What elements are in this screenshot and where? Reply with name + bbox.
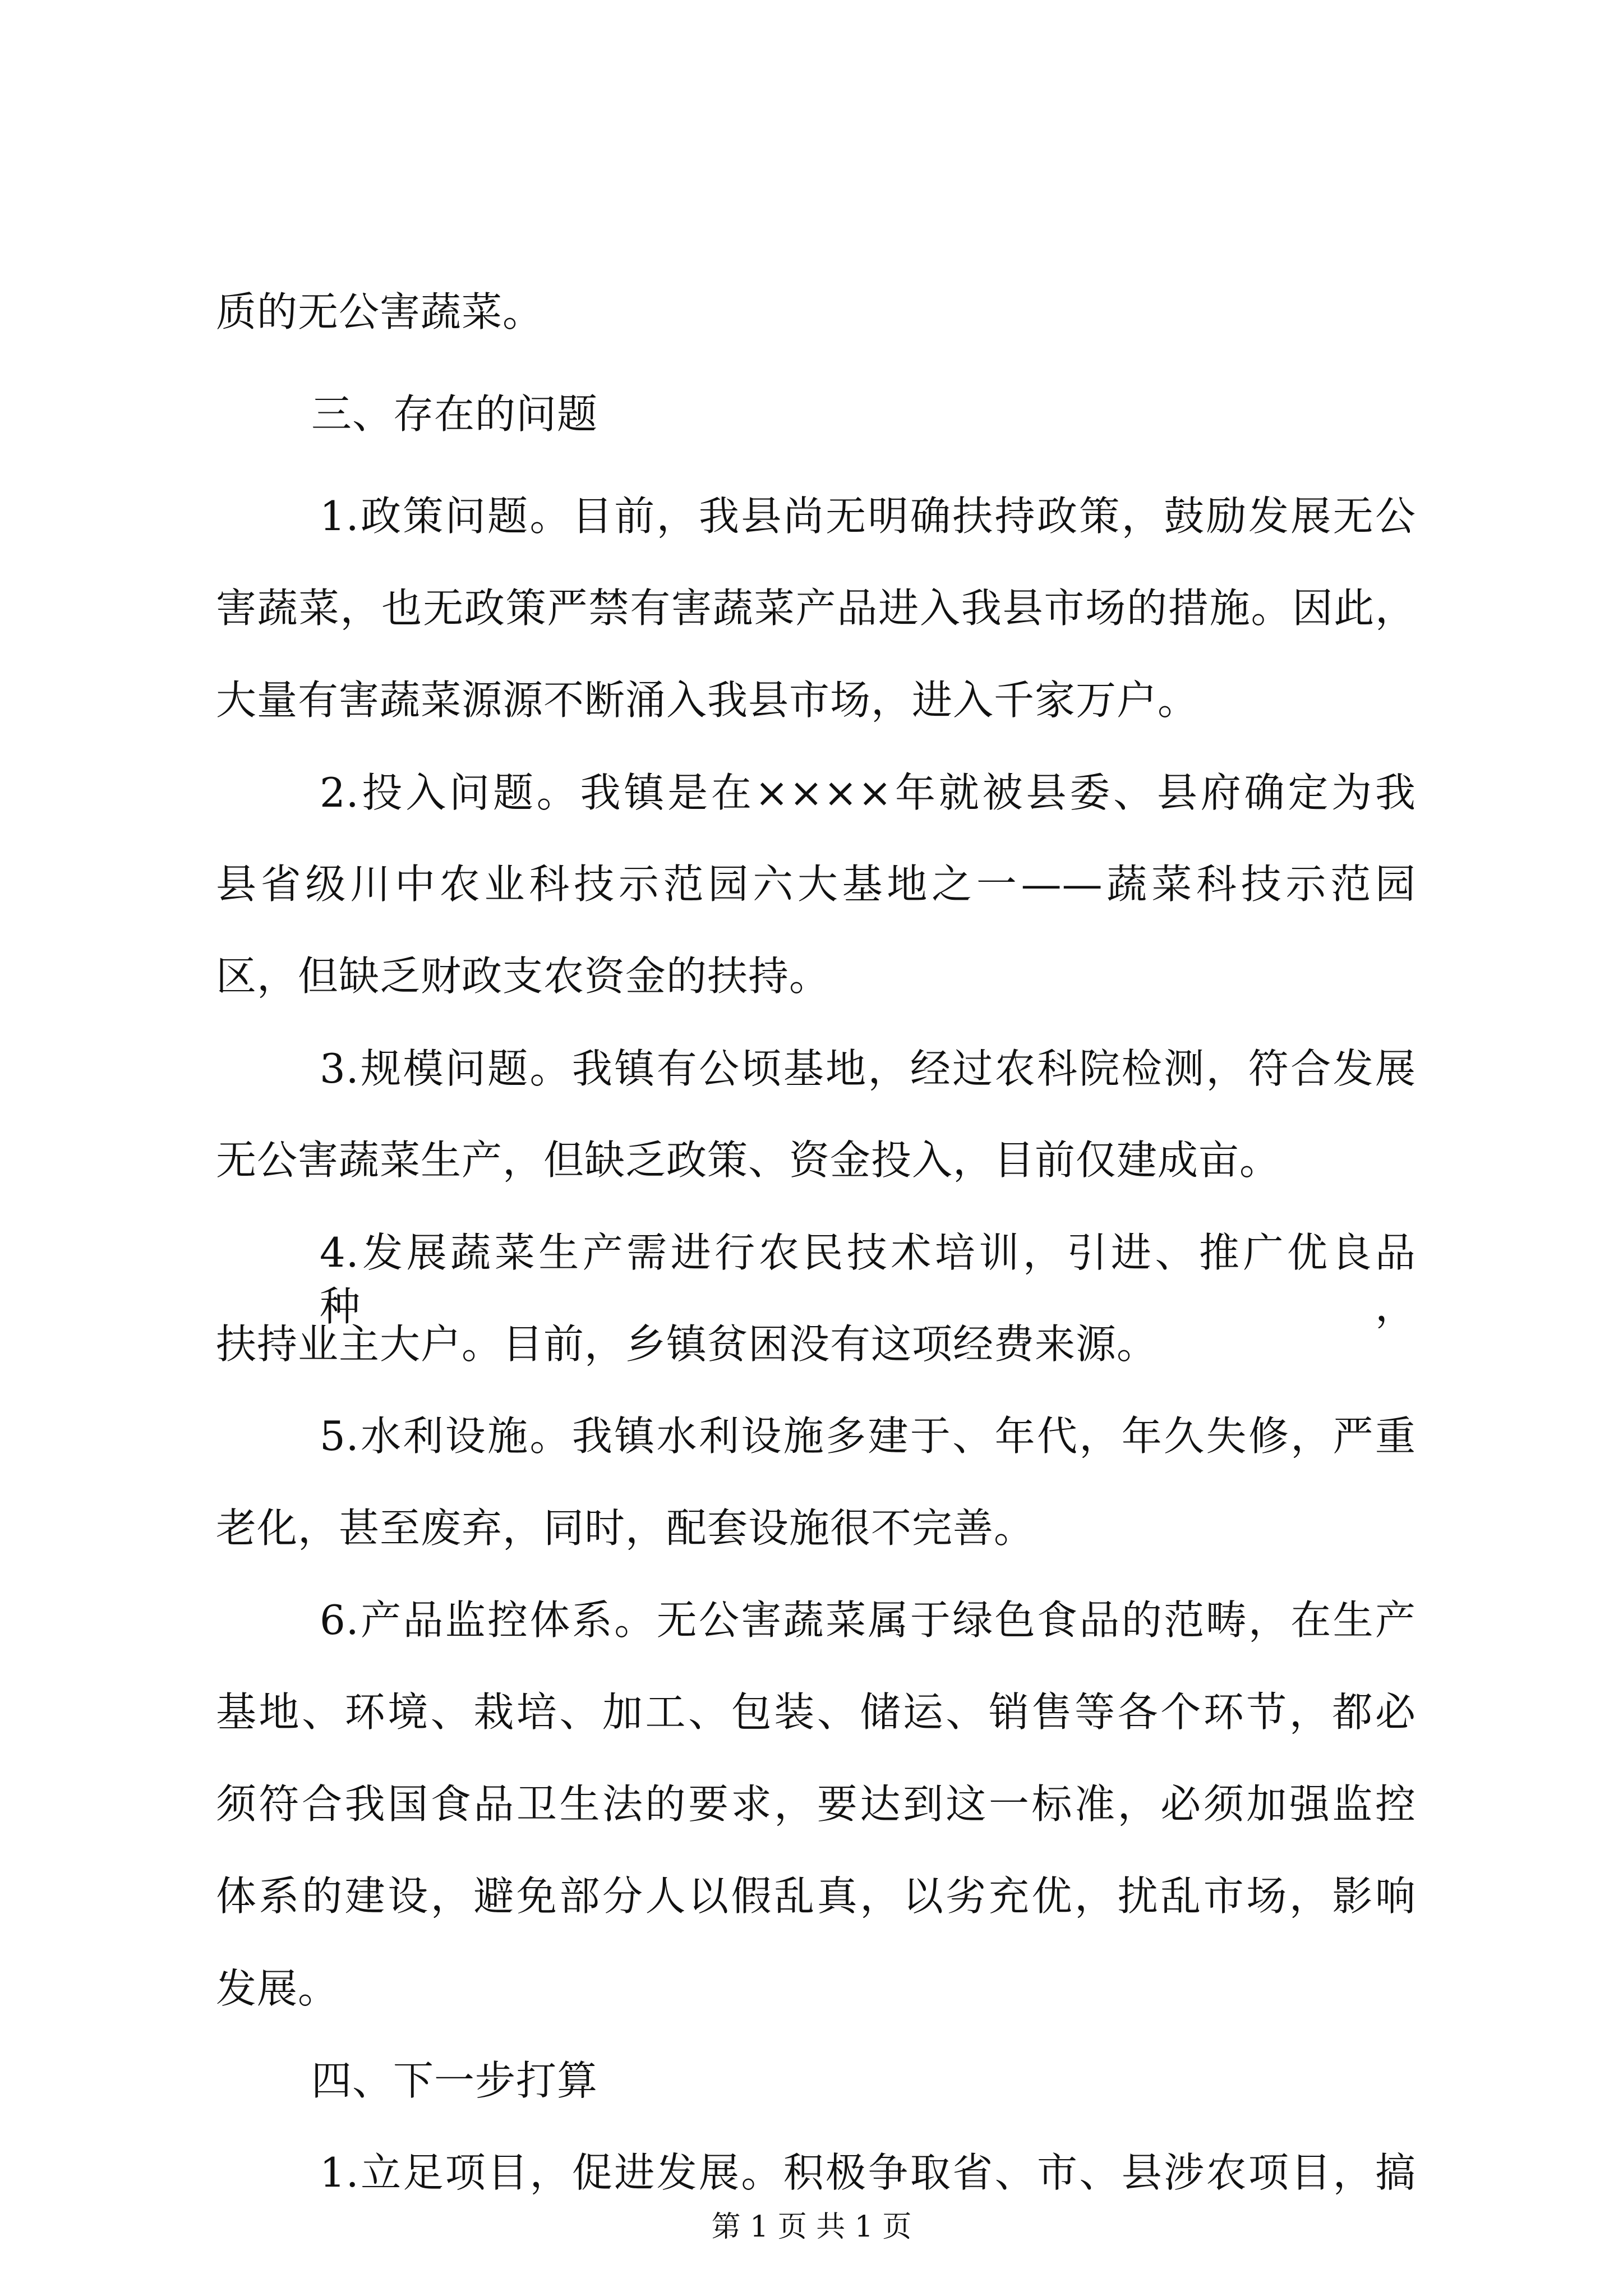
text-line: 基地、环境、栽培、加工、包装、储运、销售等各个环节，都必 [216, 1688, 1416, 1736]
section-heading: 三、存在的问题 [311, 390, 598, 438]
text-line: 1.政策问题。目前，我县尚无明确扶持政策，鼓励发展无公 [320, 493, 1416, 540]
text-line: 大量有害蔬菜源源不断涌入我县市场，进入千家万户。 [216, 677, 1199, 724]
text-line: 县省级川中农业科技示范园六大基地之一——蔬菜科技示范园 [216, 861, 1416, 908]
text-line: 2.投入问题。我镇是在××××年就被县委、县府确定为我 [320, 769, 1416, 816]
text-line: 质的无公害蔬菜。 [216, 288, 544, 335]
text-line: 扶持业主大户。目前，乡镇贫困没有这项经费来源。 [216, 1320, 1158, 1368]
text-line: 害蔬菜，也无政策严禁有害蔬菜产品进入我县市场的措施。因此， [216, 585, 1416, 632]
text-line: 1.立足项目，促进发展。积极争取省、市、县涉农项目，搞 [320, 2149, 1416, 2196]
text-line: 须符合我国食品卫生法的要求，要达到这一标准，必须加强监控 [216, 1780, 1416, 1828]
section-heading: 四、下一步打算 [311, 2057, 598, 2104]
text-line: 5.水利设施。我镇水利设施多建于、年代，年久失修，严重 [320, 1412, 1416, 1460]
text-line: 老化，甚至废弃，同时，配套设施很不完善。 [216, 1504, 1035, 1552]
text-line: 3.规模问题。我镇有公顷基地，经过农科院检测，符合发展 [320, 1045, 1416, 1092]
text-line: 6.产品监控体系。无公害蔬菜属于绿色食品的范畴，在生产 [320, 1596, 1416, 1644]
text-line: 发展。 [216, 1965, 339, 2012]
text-line: 体系的建设，避免部分人以假乱真，以劣充优，扰乱市场，影响 [216, 1872, 1416, 1920]
text-line: 无公害蔬菜生产，但缺乏政策、资金投入，目前仅建成亩。 [216, 1137, 1281, 1184]
page-footer: 第 1 页 共 1 页 [711, 2210, 912, 2244]
text-line: 4.发展蔬菜生产需进行农民技术培训，引进、推广优良品种， [320, 1229, 1416, 1330]
text-line: 区，但缺乏财政支农资金的扶持。 [216, 953, 831, 1000]
